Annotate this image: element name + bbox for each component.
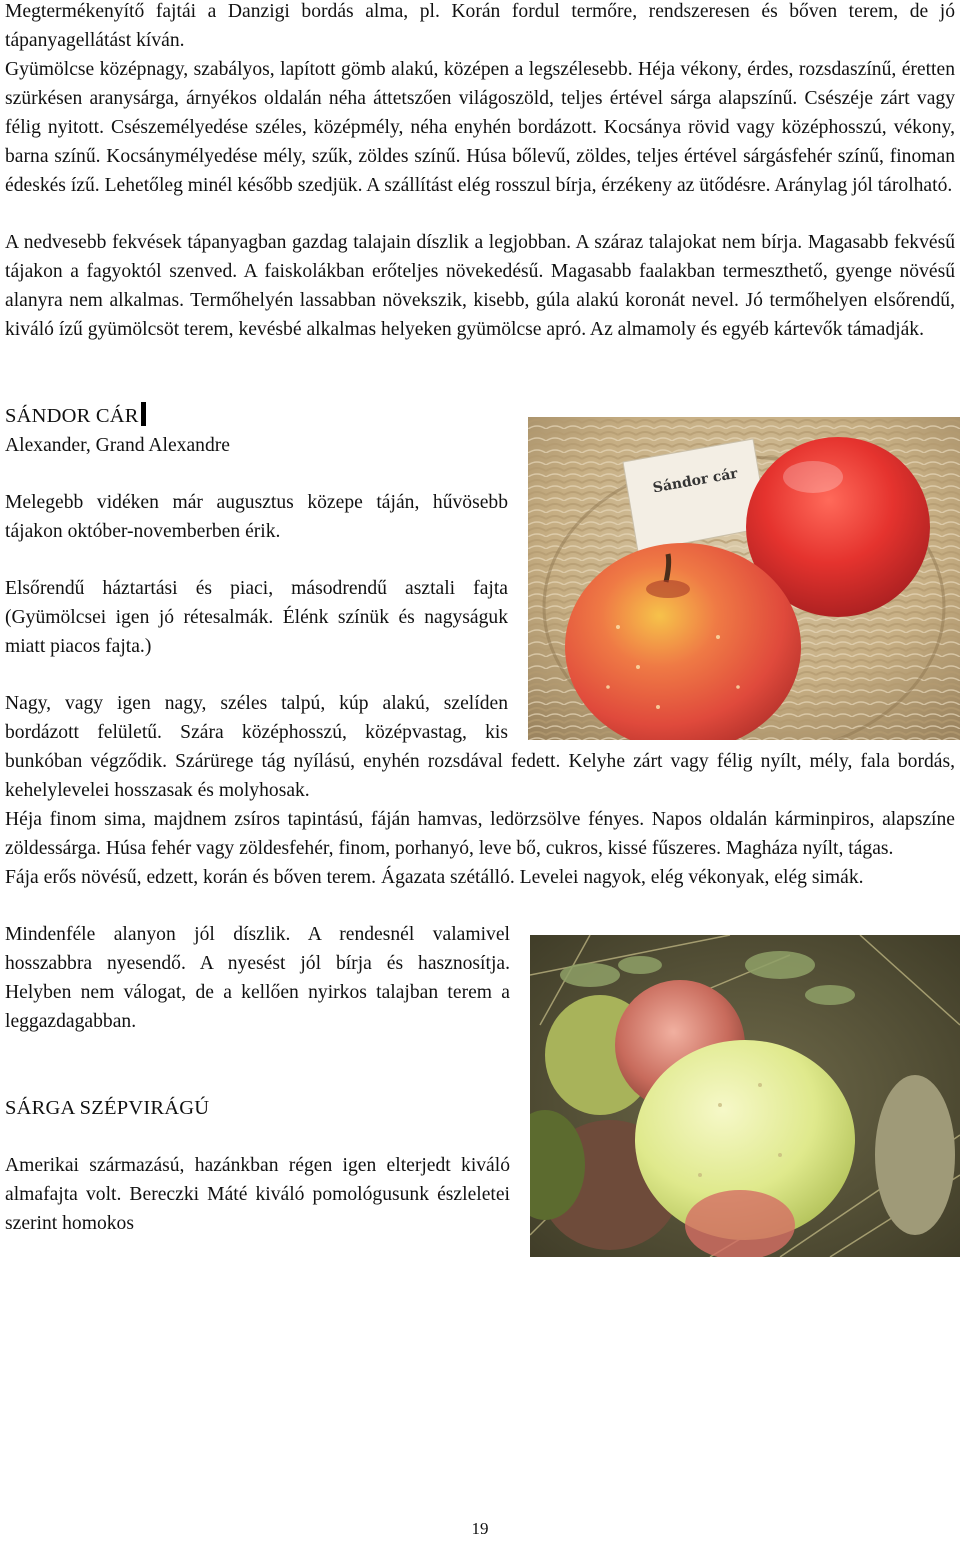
sandor-car-paragraph-5: Fája erős növésű, edzett, korán és bőven terem. Ágazata szétálló. Levelei nagyok, elég vékonyak, elég simák. <box>5 867 864 888</box>
sandor-car-paragraph-2: Elsőrendű háztartási és piaci, másodrendű asztali fajta (Gyümölcsei igen jó rétesalmák. Élénk színük és nagyságuk miatt piacos fajta.) <box>5 578 508 657</box>
sarga-szepviragu-title: SÁRGA SZÉPVIRÁGÚ <box>5 1097 210 1119</box>
sandor-car-subtitle: Alexander, Grand Alexandre <box>5 435 230 456</box>
sandor-car-paragraph-4: Héja finom sima, majdnem zsíros tapintású, fáján hamvas, ledörzsölve fényes. Napos oldalán kárminpiros, alapszíne zöldessárga. Húsa fehér vagy zöldesfehér, finom, porhanyó, leve bő, cukros, kissé fűszeres. Magháza nyílt, tágas. <box>5 809 955 859</box>
sarga-szepviragu-paragraph-1: Amerikai származású, hazánkban régen igen elterjedt kiváló almafajta volt. Bereczki Máté kiváló pomológusunk észleletei szerint homokos <box>5 1155 510 1234</box>
sandor-car-apples-photo <box>528 417 960 740</box>
document-page <box>5 0 955 1257</box>
sandor-car-paragraph-6: Mindenféle alanyon jól díszlik. A rendesnél valamivel hosszabbra nyesendő. A nyesést jól bírja és hasznosítja. Helyben nem válogat, de a kellően nyirkos talajban terem a leggazdagabban. <box>5 924 510 1032</box>
text-cursor <box>141 402 146 426</box>
intro-paragraph-2: Gyümölcse középnagy, szabályos, lapított gömb alakú, középen a legszélesebb. Héja vékony, érdes, rozsdaszínű, éretten szürkésen aranysárga, árnyékos oldalán néha áttetszően világoszöld, teljes értével sárga alapszínű. Csészéje zárt vagy félig nyitott. Csészemélyedése széles, középmély, néha enyhén bordázott. Kocsánya rövid vagy középhosszú, vékony, barna színű. Kocsánymélyedése mély, szűk, zöldes színű. Húsa bőlevű, zöldes, teljes értével sárgásfehér színű, finoman édeskés ízű. Lehetőleg minél később szedjük. A szállítást elég rosszul bírja, érzékeny az ütődésre. Aránylag jól tárolható. <box>5 59 955 196</box>
sandor-car-paragraph-3: Nagy, vagy igen nagy, széles talpú, kúp alakú, szelíden bordázott felületű. Szára középhosszú, középvastag, kis bunkóban végződik. Szárürege tág nyílású, enyhén rozsdával fedett. Kelyhe zárt vagy félig nyílt, mély, fala bordás, kehelylevelei hosszasak és molyhosak. <box>5 693 955 801</box>
photo-label-text: Sándor cár <box>651 465 739 497</box>
page-number: 19 <box>471 1519 489 1538</box>
intro-paragraph-1: Megtermékenyítő fajtái a Danzigi bordás alma, pl. Korán fordul termőre, rendszeresen és bőven terem, de jó tápanyagellátást kíván. <box>5 1 955 51</box>
intro-paragraph-3: A nedvesebb fekvések tápanyagban gazdag talajain díszlik a legjobban. A száraz talajokat nem bírja. Magasabb fekvésű tájakon a fagyoktól szenved. A faiskolákban erőteljes növekedésű. Magasabb faalakban termeszthető, gyenge növésű alanyra nem alkalmas. Termőhelyén lassabban növekszik, kisebb, gúla alakú koronát nevel. Jó termőhelyen elsőrendű, kiváló ízű gyümölcsöt terem, kevésbé alkalmas helyeken gyümölcse apró. Az almamoly és egyéb kártevők támadják. <box>5 232 955 340</box>
sandor-car-title: SÁNDOR CÁR <box>5 402 955 431</box>
sarga-szepviragu-apples-photo <box>530 935 960 1257</box>
sandor-car-paragraph-1: Melegebb vidéken már augusztus közepe táján, hűvösebb tájakon október-novemberben érik. <box>5 492 508 542</box>
